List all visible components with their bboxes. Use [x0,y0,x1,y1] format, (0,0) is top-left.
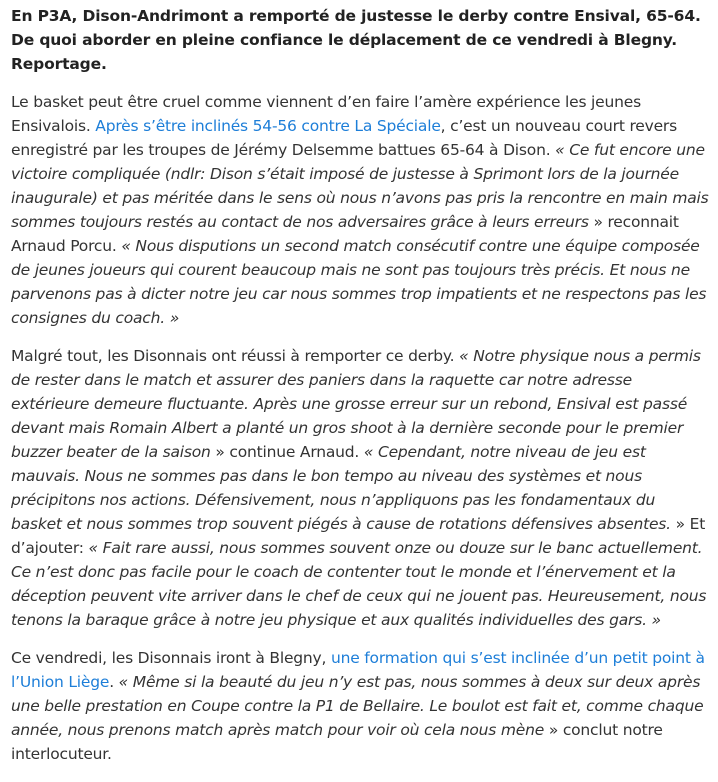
quote-segment: « Fait rare aussi, nous sommes souvent onze ou douze sur le banc actuellement. Ce n’est donc pas facile pour le coach de contenter tout le monde et l’énervement et la déception peuvent vite arriver dans le chef de ceux qui ne jouent pas. Heureusement, nous tenons la baraque grâce à notre jeu physique et aux qualités individuelles des gars. » [11,539,707,629]
text-segment: Malgré tout, les Disonnais ont réussi à remporter ce derby. [11,347,460,365]
article-lead: En P3A, Dison-Andrimont a remporté de justesse le derby contre Ensival, 65-64. De quoi aborder en pleine confiance le déplacement de ce vendredi à Blegny. Reportage. [11,7,701,73]
paragraph-2 [11,344,710,632]
quote-segment: « Même si la beauté du jeu n’y est pas, nous sommes à deux sur deux après une belle prestation en Coupe contre la P1 de Bellaire. Le boulot est fait et, comme chaque année, nous prenons match après match pour voir où cela nous mène [11,673,704,739]
text-segment: . [109,673,119,691]
text-segment: » reconnait Arnaud Porcu. [11,213,679,255]
text-segment: » conclut notre interlocuteur. [11,721,663,763]
quote-segment: « Notre physique nous a permis de rester dans le match et assurer des paniers dans la raquette car notre adresse extérieure demeure fluctuante. Après une grosse erreur sur un rebond, Ensival est passé devant mais Romain Albert a planté un gros shoot à la dernière seconde pour le premier buzzer beater de la saison [11,347,701,461]
text-segment: » continue Arnaud. [210,443,364,461]
text-segment: Ce vendredi, les Disonnais iront à Blegny, [11,649,331,667]
quote-segment: « Cependant, notre niveau de jeu est mauvais. Nous ne sommes pas dans le bon tempo au niveau des systèmes et nous précipitons nos actions. Défensivement, nous n’appliquons pas les fondamentaux du basket et nous sommes trop souvent piégés à cause de rotations défensives absentes. [11,443,671,533]
text-segment: » Et d’ajouter: [11,515,706,557]
quote-segment: « Ce fut encore une victoire compliquée (ndlr: Dison s’était imposé de justesse à Sprimont lors de la journée inaugurale) et pas méritée dans le sens où nous n’avons pas pris la rencontre en main mais sommes toujours restés au contact de nos adversaires grâce à leurs erreurs [11,141,709,231]
paragraph-3 [11,646,710,766]
link-la-speciale[interactable]: Après s’être inclinés 54-56 contre La Spéciale [95,117,441,135]
quote-segment: « Nous disputions un second match consécutif contre une équipe composée de jeunes joueurs qui courent beaucoup mais ne sont pas toujours très précis. Et nous ne parvenons pas à dicter notre jeu car nous sommes trop impatients et ne respectons pas les consignes du coach. » [11,237,707,327]
paragraph-1 [11,90,710,330]
text-segment: , c’est un nouveau court revers enregistré par les troupes de Jérémy Delsemme battues 65-64 à Dison. [11,117,677,159]
text-segment: Le basket peut être cruel comme viennent d’en faire l’amère expérience les jeunes Ensivalois. [11,93,641,135]
link-union-liege[interactable]: une formation qui s’est inclinée d’un petit point à l’Union Liège [11,649,705,691]
